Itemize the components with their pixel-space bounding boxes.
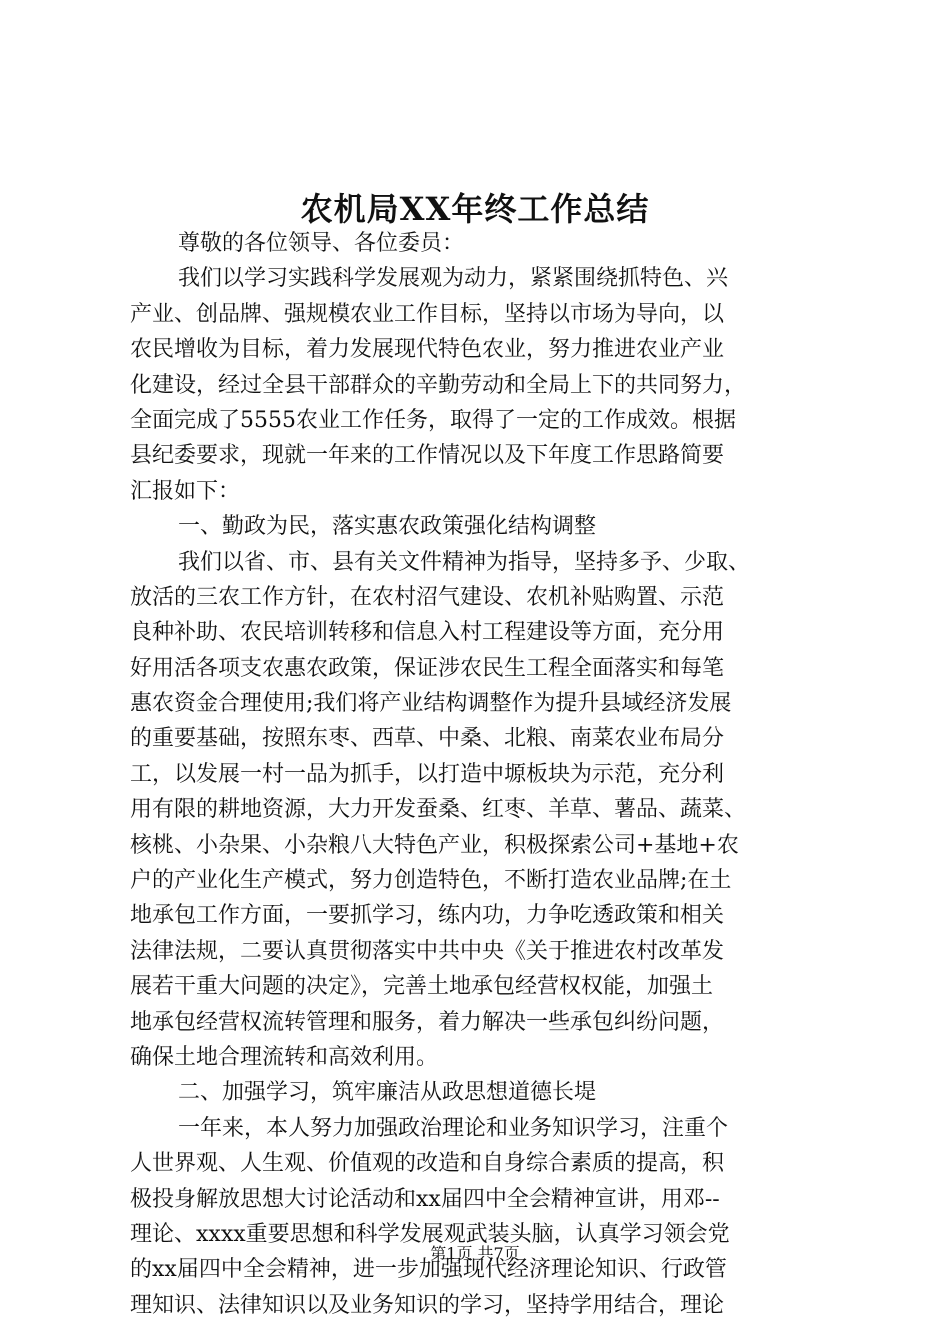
body-line: 用有限的耕地资源，大力开发蚕桑、红枣、羊草、薯品、蔬菜、 [130,797,747,823]
body-line: 我们以省、市、县有关文件精神为指导，坚持多予、少取、 [178,549,751,575]
body-line: 法律法规，二要认真贯彻落实中共中央《关于推进农村改革发 [130,938,725,964]
body-line: 地承包经营权流转管理和服务，着力解决一些承包纠纷问题， [130,1009,725,1035]
body-line: 极投身解放思想大讨论活动和xx届四中全会精神宣讲，用邓-- [130,1186,720,1212]
body-line: 确保土地合理流转和高效利用。 [130,1044,439,1070]
body-line: 核桃、小杂果、小杂粮八大特色产业，积极探索公司+基地+农 [130,832,739,858]
body-line: 展若干重大问题的决定》，完善土地承包经营权权能，加强土 [130,974,714,1000]
body-line: 地承包工作方面，一要抓学习，练内功，力争吃透政策和相关 [130,903,725,929]
body-line: 放活的三农工作方针，在农村沼气建设、农机补贴购置、示范 [130,584,725,610]
body-line: 惠农资金合理使用;我们将产业结构调整作为提升县域经济发展 [130,691,732,717]
body-line: 一年来，本人努力加强政治理论和业务知识学习，注重个 [178,1115,729,1141]
body-line: 农民增收为目标，着力发展现代特色农业，努力推进农业产业 [130,337,725,363]
body-line: 县纪委要求，现就一年来的工作情况以及下年度工作思路简要 [130,443,725,469]
document-title: 农机局XX年终工作总结 [300,190,650,228]
body-line: 二、加强学习，筑牢廉洁从政思想道德长堤 [178,1080,597,1106]
body-line: 全面完成了5555农业工作任务，取得了一定的工作成效。根据 [130,407,736,433]
body-line: 尊敬的各位领导、各位委员： [178,231,465,256]
body-line: 户的产业化生产模式，努力创造特色，不断打造农业品牌;在土 [130,868,732,894]
body-line: 产业、创品牌、强规模农业工作目标，坚持以市场为导向，以 [130,301,725,327]
body-line: 工，以发展一村一品为抓手，以打造中塬板块为示范，充分利 [130,761,725,787]
body-line: 的重要基础，按照东枣、西草、中桑、北粮、南菜农业布局分 [130,726,725,752]
body-line: 一、勤政为民，落实惠农政策强化结构调整 [178,514,597,540]
body-line: 好用活各项支农惠农政策，保证涉农民生工程全面落实和每笔 [130,655,725,681]
document-body [130,226,830,1323]
body-line: 化建设，经过全县干部群众的辛勤劳动和全局上下的共同努力， [130,372,747,398]
body-line: 良种补助、农民培训转移和信息入村工程建设等方面，充分用 [130,620,725,646]
body-line: 的xx届四中全会精神，进一步加强现代经济理论知识、行政管 [130,1257,727,1283]
body-line: 我们以学习实践科学发展观为动力，紧紧围绕抓特色、兴 [178,266,729,292]
page-footer: 第1页 共7页 [430,1244,520,1263]
body-line: 理论、xxxx重要思想和科学发展观武装头脑，认真学习领会党 [130,1221,730,1247]
body-line: 汇报如下： [130,478,241,504]
body-line: 理知识、法律知识以及业务知识的学习，坚持学用结合，理论 [130,1292,725,1318]
body-line: 人世界观、人生观、价值观的改造和自身综合素质的提高，积 [130,1151,725,1177]
